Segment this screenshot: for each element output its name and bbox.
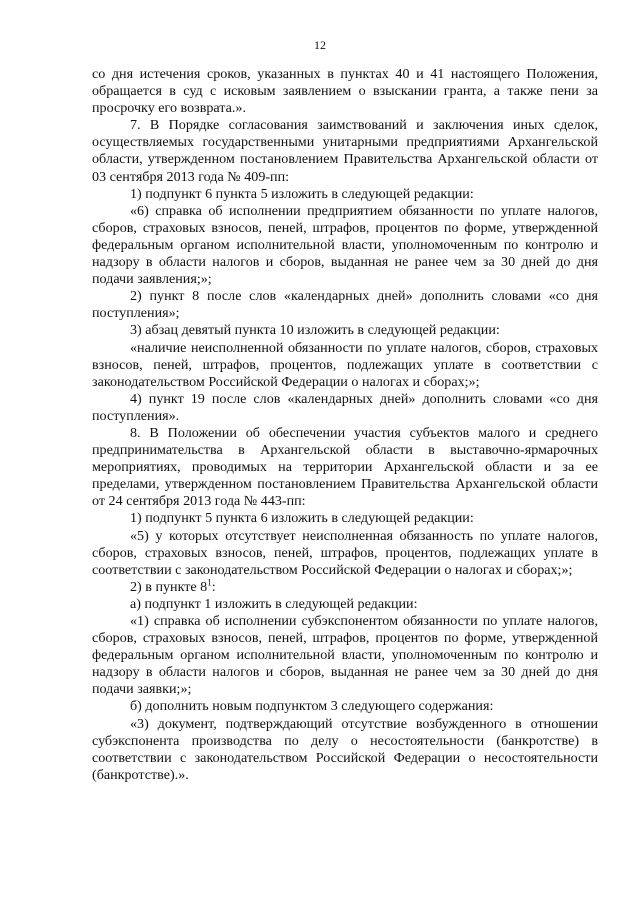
paragraph: со дня истечения сроков, указанных в пунктах 40 и 41 настоящего Положения, обращается в суд с исковым заявлением о взыскании гранта, а также пени за просрочку его возврата.». <box>92 66 598 117</box>
paragraph: 4) пункт 19 после слов «календарных дней» дополнить словами «со дня поступления». <box>92 390 598 424</box>
paragraph: б) дополнить новым подпунктом 3 следующего содержания: <box>130 698 494 715</box>
paragraph-suffix: : <box>211 578 216 595</box>
page-number: 12 <box>314 38 326 52</box>
paragraph: 2) пункт 8 после слов «календарных дней» дополнить словами «со дня поступления»; <box>92 288 598 322</box>
paragraph: «наличие неисполненной обязанности по уплате налогов, сборов, страховых взносов, пеней, штрафов, процентов, подлежащих уплате в соответствии с законодательством Российской Федерации о налогах и сборах;»; <box>92 339 598 390</box>
paragraph-text: 2) в пункте 8 <box>130 578 208 595</box>
paragraph <box>92 579 598 596</box>
paragraph: 1) подпункт 6 пункта 5 изложить в следующей редакции: <box>130 185 474 202</box>
document-body <box>92 66 598 784</box>
paragraph: 8. В Положении об обеспечении участия субъектов малого и среднего предпринимательства в Архангельской области в выставочно-ярмарочных мероприятиях, проводимых на территории Архангельской области и за ее пределами, утвержденном постановлением Правительства Архангельской области от 24 сентября 2013 года № 443-пп: <box>92 424 598 510</box>
paragraph: «6) справка об исполнении предприятием обязанности по уплате налогов, сборов, страховых взносов, пеней, штрафов, процентов по форме, утвержденной федеральным органом исполнительной власти, уполномоченным по контролю и надзору в области налогов и сборов, выданная не ранее чем за 30 дней до дня подачи заявления;»; <box>92 202 598 288</box>
superscript: 1 <box>207 577 212 588</box>
paragraph: «3) документ, подтверждающий отсутствие возбужденного в отношении субэкспонента производства по делу о несостоятельности (банкротстве) в соответствии с законодательством Российской Федерации о несостоятельности (банкротстве).». <box>92 715 598 783</box>
paragraph: «1) справка об исполнении субэкспонентом обязанности по уплате налогов, сборов, страховых взносов, пеней, штрафов, процентов по форме, утвержденной федеральным органом исполнительной власти, уполномоченным по контролю и надзору в области налогов и сборов, выданная не ранее чем за 30 дней до дня подачи заявки;»; <box>92 613 598 698</box>
paragraph: 3) абзац девятый пункта 10 изложить в следующей редакции: <box>130 322 500 339</box>
paragraph: а) подпункт 1 изложить в следующей редакции: <box>130 595 418 612</box>
paragraph: 7. В Порядке согласования заимствований и заключения иных сделок, осуществляемых государственными унитарными предприятиями Архангельской области, утвержденном постановлением Правительства Архангельской области от 03 сентября 2013 года № 409-пп: <box>92 117 598 185</box>
paragraph: 1) подпункт 5 пункта 6 изложить в следующей редакции: <box>130 510 474 527</box>
paragraph: «5) у которых отсутствует неисполненная обязанность по уплате налогов, сборов, страховых взносов, пеней, штрафов, процентов, подлежащих уплате в соответствии с законодательством Российской Федерации о налогах и сборах;»; <box>92 527 598 578</box>
